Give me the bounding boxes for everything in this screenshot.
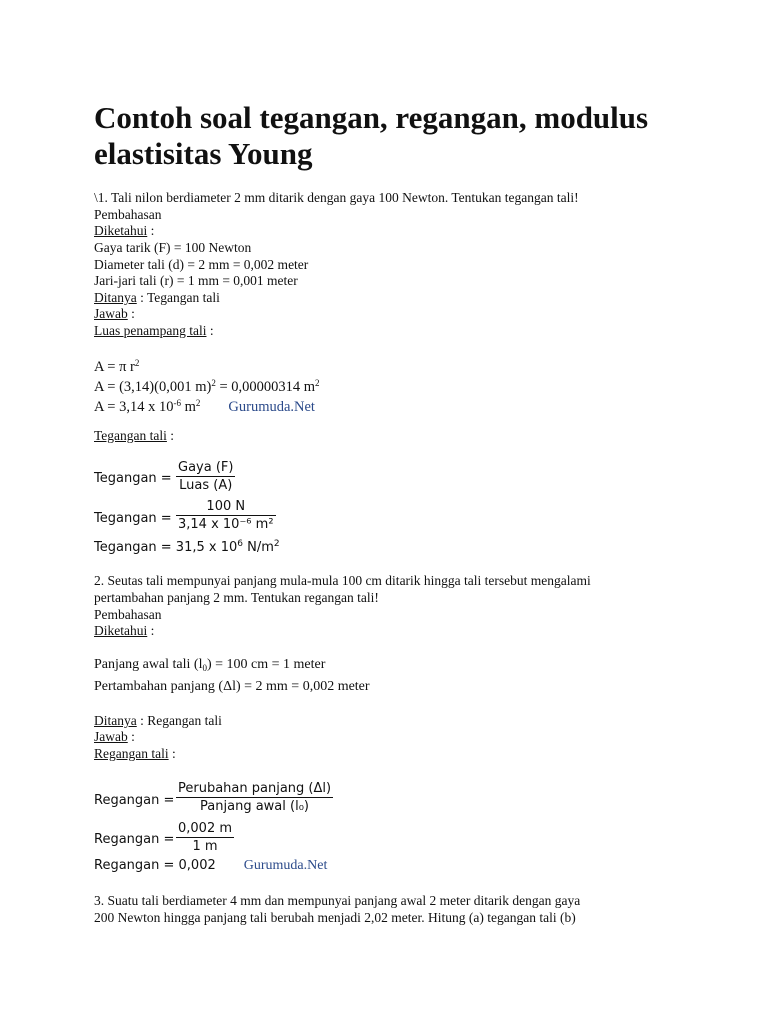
colon: : <box>127 729 135 744</box>
fraction-numerator: Gaya (F) <box>178 460 234 475</box>
eq-text: ) = 100 cm = 1 meter <box>206 657 326 672</box>
eq-text: A = π r <box>94 359 135 375</box>
stress-result <box>94 539 280 555</box>
given-elongation: Pertambahan panjang (Δl) = 2 mm = 0,002 meter <box>94 679 370 694</box>
stress-fraction-1 <box>176 459 235 494</box>
problem-2-question-line-2: pertambahan panjang 2 mm. Tentukan regangan tali! <box>94 590 379 605</box>
problem-3-question-line-2: 200 Newton hingga panjang tali berubah menjadi 2,02 meter. Hitung (a) tegangan tali (b) <box>94 910 576 925</box>
eq-text: Regangan = 0,002 <box>94 858 216 873</box>
eq-sup: 6 <box>237 539 243 549</box>
problem-2-question-line-1: 2. Seutas tali mempunyai panjang mula-mula 100 cm ditarik hingga tali tersebut mengalami <box>94 573 591 588</box>
fraction-numerator: 100 N <box>206 499 246 514</box>
luas-label: Luas penampang tali <box>94 323 207 338</box>
eq-sup: 2 <box>315 378 320 388</box>
ditanya-value: : Tegangan tali <box>136 290 220 305</box>
eq-sup: 2 <box>134 358 140 368</box>
given-radius: Jari-jari tali (r) = 1 mm = 0,001 meter <box>94 273 298 288</box>
tegangan-label: Tegangan tali <box>94 428 167 443</box>
given-diameter: Diameter tali (d) = 2 mm = 0,002 meter <box>94 257 309 272</box>
area-equation-1 <box>94 355 139 375</box>
regangan-line <box>94 746 176 762</box>
page-title: Contoh soal tegangan, regangan, modulus elastisitas Young <box>94 100 649 171</box>
fraction-denominator: Panjang awal (l₀) <box>200 799 309 814</box>
eq-text: N/m <box>242 540 274 555</box>
tegangan-line <box>94 428 174 444</box>
fraction-numerator: 0,002 m <box>178 821 233 836</box>
problem-3-question-line-1: 3. Suatu tali berdiameter 4 mm dan mempunyai panjang awal 2 meter ditarik dengan gaya <box>94 893 581 908</box>
area-equation-2 <box>94 375 320 395</box>
ditanya-label: Ditanya <box>94 290 137 305</box>
colon: : <box>168 746 176 761</box>
strain-eq1-label: Regangan = <box>94 793 175 808</box>
eq-text: A = (3,14)(0,001 m) <box>94 379 212 395</box>
brand-watermark: Gurumuda.Net <box>228 399 315 415</box>
given-initial-length <box>94 657 325 676</box>
strain-fraction-1 <box>176 780 333 815</box>
strain-eq2-label: Regangan = <box>94 832 175 847</box>
eq-text: Tegangan = 31,5 x 10 <box>94 540 238 555</box>
luas-line <box>94 323 214 339</box>
pembahasan-label: Pembahasan <box>94 207 162 222</box>
fraction-numerator: Perubahan panjang (Δl) <box>178 781 332 796</box>
regangan-label: Regangan tali <box>94 746 169 761</box>
eq-text: A = 3,14 x 10 <box>94 399 174 415</box>
ditanya-label: Ditanya <box>94 713 137 728</box>
colon: : <box>147 223 155 238</box>
diketahui-line <box>94 623 154 639</box>
colon: : <box>206 323 214 338</box>
stress-eq1-label: Tegangan = <box>94 471 172 486</box>
diketahui-label: Diketahui <box>94 623 148 638</box>
jawab-line <box>94 306 135 322</box>
fraction-denominator: 3,14 x 10⁻⁶ m² <box>178 517 274 532</box>
jawab-line <box>94 729 135 745</box>
ditanya-line <box>94 290 220 306</box>
eq-text: Panjang awal tali (l <box>94 657 203 672</box>
fraction-denominator: 1 m <box>192 839 218 854</box>
stress-eq2-label: Tegangan = <box>94 511 172 526</box>
strain-fraction-2 <box>176 820 234 855</box>
colon: : <box>147 623 155 638</box>
eq-text: = 0,00000314 m <box>215 379 316 395</box>
ditanya-value: : Regangan tali <box>136 713 222 728</box>
eq-sup: 2 <box>273 539 280 549</box>
eq-sub: 0 <box>202 663 207 673</box>
problem-1-question: \1. Tali nilon berdiameter 2 mm ditarik dengan gaya 100 Newton. Tentukan tegangan tali! <box>94 190 579 205</box>
eq-text: m <box>180 399 196 415</box>
colon: : <box>166 428 175 443</box>
pembahasan-label: Pembahasan <box>94 607 162 622</box>
area-equation-3 <box>94 395 315 415</box>
colon: : <box>127 306 135 321</box>
jawab-label: Jawab <box>94 306 128 321</box>
jawab-label: Jawab <box>94 729 128 744</box>
stress-fraction-2 <box>176 498 276 533</box>
eq-sup: 2 <box>195 398 201 408</box>
eq-sup: -6 <box>173 398 181 408</box>
brand-watermark: Gurumuda.Net <box>243 858 328 873</box>
diketahui-label: Diketahui <box>94 223 148 238</box>
strain-result <box>94 858 327 874</box>
ditanya-line <box>94 713 222 729</box>
diketahui-line <box>94 223 154 239</box>
eq-sup: 2 <box>211 378 216 388</box>
given-force: Gaya tarik (F) = 100 Newton <box>94 240 252 255</box>
fraction-denominator: Luas (A) <box>179 478 233 493</box>
